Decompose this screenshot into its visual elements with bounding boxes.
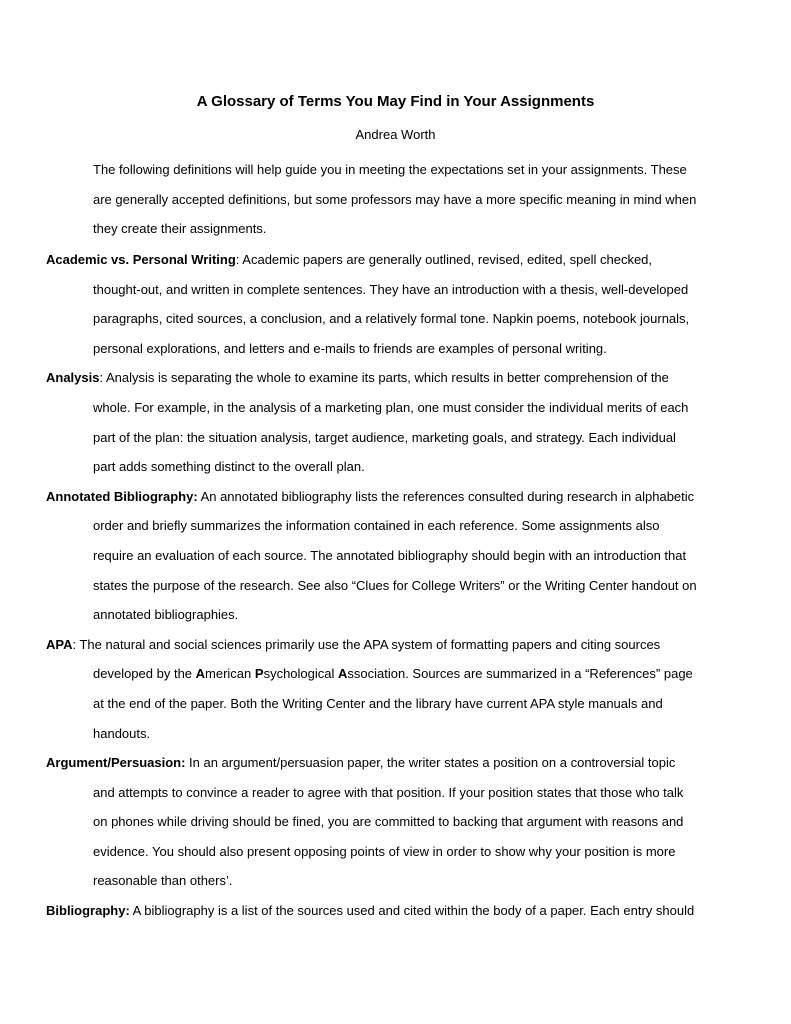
entry-first-line bbox=[46, 482, 746, 512]
glossary-entry bbox=[46, 363, 746, 481]
entry-first-line bbox=[46, 245, 746, 275]
glossary-entry bbox=[46, 630, 746, 748]
intro-line: The following definitions will help guide you in meeting the expectations set in your assignments. These bbox=[93, 162, 687, 177]
intro-paragraph bbox=[93, 155, 733, 244]
entry-line: part adds something distinct to the overall plan. bbox=[93, 459, 365, 475]
intro-line: are generally accepted definitions, but some professors may have a more specific meaning in mind when bbox=[93, 191, 697, 207]
entry-first-line bbox=[46, 363, 746, 393]
entry-line: reasonable than others’. bbox=[93, 873, 233, 889]
entry-first-line bbox=[46, 748, 746, 778]
entry-line: part of the plan: the situation analysis, target audience, marketing goals, and strategy. Each individual bbox=[93, 429, 676, 445]
entry-term: Bibliography: bbox=[46, 903, 130, 919]
entry-term: Annotated Bibliography: bbox=[46, 488, 198, 504]
entry-line: on phones while driving should be fined, you are committed to backing that argument with reasons and bbox=[93, 814, 684, 830]
glossary-entry bbox=[46, 896, 746, 926]
entry-line: thought-out, and written in complete sentences. They have an introduction with a thesis, well-developed bbox=[93, 281, 689, 297]
entry-definition-start: : The natural and social sciences primarily use the APA system of formatting papers and citing sources bbox=[72, 636, 661, 652]
entry-definition-start: : Analysis is separating the whole to examine its parts, which results in better comprehension of the bbox=[99, 370, 669, 386]
apa-text: developed by the bbox=[93, 666, 196, 682]
intro-line: they create their assignments. bbox=[93, 221, 267, 237]
author-name: Andrea Worth bbox=[355, 127, 436, 142]
entry-line: paragraphs, cited sources, a conclusion, and a relatively formal tone. Napkin poems, notebook journals, bbox=[93, 311, 690, 327]
entry-definition-start: An annotated bibliography lists the references consulted during research in alphabetic bbox=[197, 488, 695, 504]
apa-text: ssociation. Sources are summarized in a “References” page bbox=[347, 666, 693, 682]
entry-term: APA bbox=[46, 636, 73, 652]
entry-first-line bbox=[46, 630, 746, 660]
entry-line: personal explorations, and letters and e-mails to friends are examples of personal writing. bbox=[93, 340, 607, 356]
entry-line-apa-acronym bbox=[46, 659, 746, 689]
entry-line: order and briefly summarizes the information contained in each reference. Some assignments also bbox=[93, 518, 660, 534]
entry-line: require an evaluation of each source. The annotated bibliography should begin with an introduction that bbox=[93, 547, 687, 563]
glossary-entries bbox=[46, 245, 746, 926]
glossary-entry bbox=[46, 245, 746, 363]
entry-line: at the end of the paper. Both the Writing Center and the library have current APA style manuals and bbox=[93, 695, 663, 711]
apa-text: merican bbox=[205, 666, 255, 682]
entry-line: and attempts to convince a reader to agree with that position. If your position states that those who talk bbox=[93, 784, 684, 800]
entry-line: states the purpose of the research. See also “Clues for College Writers” or the Writing Center handout on bbox=[93, 577, 697, 593]
apa-letter: A bbox=[195, 666, 206, 682]
apa-letter: A bbox=[338, 666, 348, 682]
apa-text: sychological bbox=[263, 666, 338, 682]
document-title: A Glossary of Terms You May Find in Your Assignments bbox=[196, 93, 595, 110]
entry-line: annotated bibliographies. bbox=[93, 607, 239, 623]
glossary-entry bbox=[46, 748, 746, 896]
glossary-entry bbox=[46, 482, 746, 630]
entry-term: Argument/Persuasion: bbox=[46, 755, 186, 771]
entry-first-line bbox=[46, 896, 746, 926]
entry-definition-start: : Academic papers are generally outlined, revised, edited, spell checked, bbox=[235, 252, 653, 267]
entry-line: evidence. You should also present opposing points of view in order to show why your position is more bbox=[93, 843, 676, 859]
entry-term: Analysis bbox=[46, 370, 100, 386]
entry-definition-start: In an argument/persuasion paper, the writer states a position on a controversial topic bbox=[185, 755, 676, 771]
entry-definition-start: A bibliography is a list of the sources used and cited within the body of a paper. Each entry should bbox=[129, 903, 695, 919]
entry-line: handouts. bbox=[93, 725, 151, 741]
entry-line: whole. For example, in the analysis of a marketing plan, one must consider the individual merits of each bbox=[93, 399, 689, 415]
entry-term: Academic vs. Personal Writing bbox=[46, 252, 236, 267]
apa-letter: P bbox=[254, 666, 264, 682]
